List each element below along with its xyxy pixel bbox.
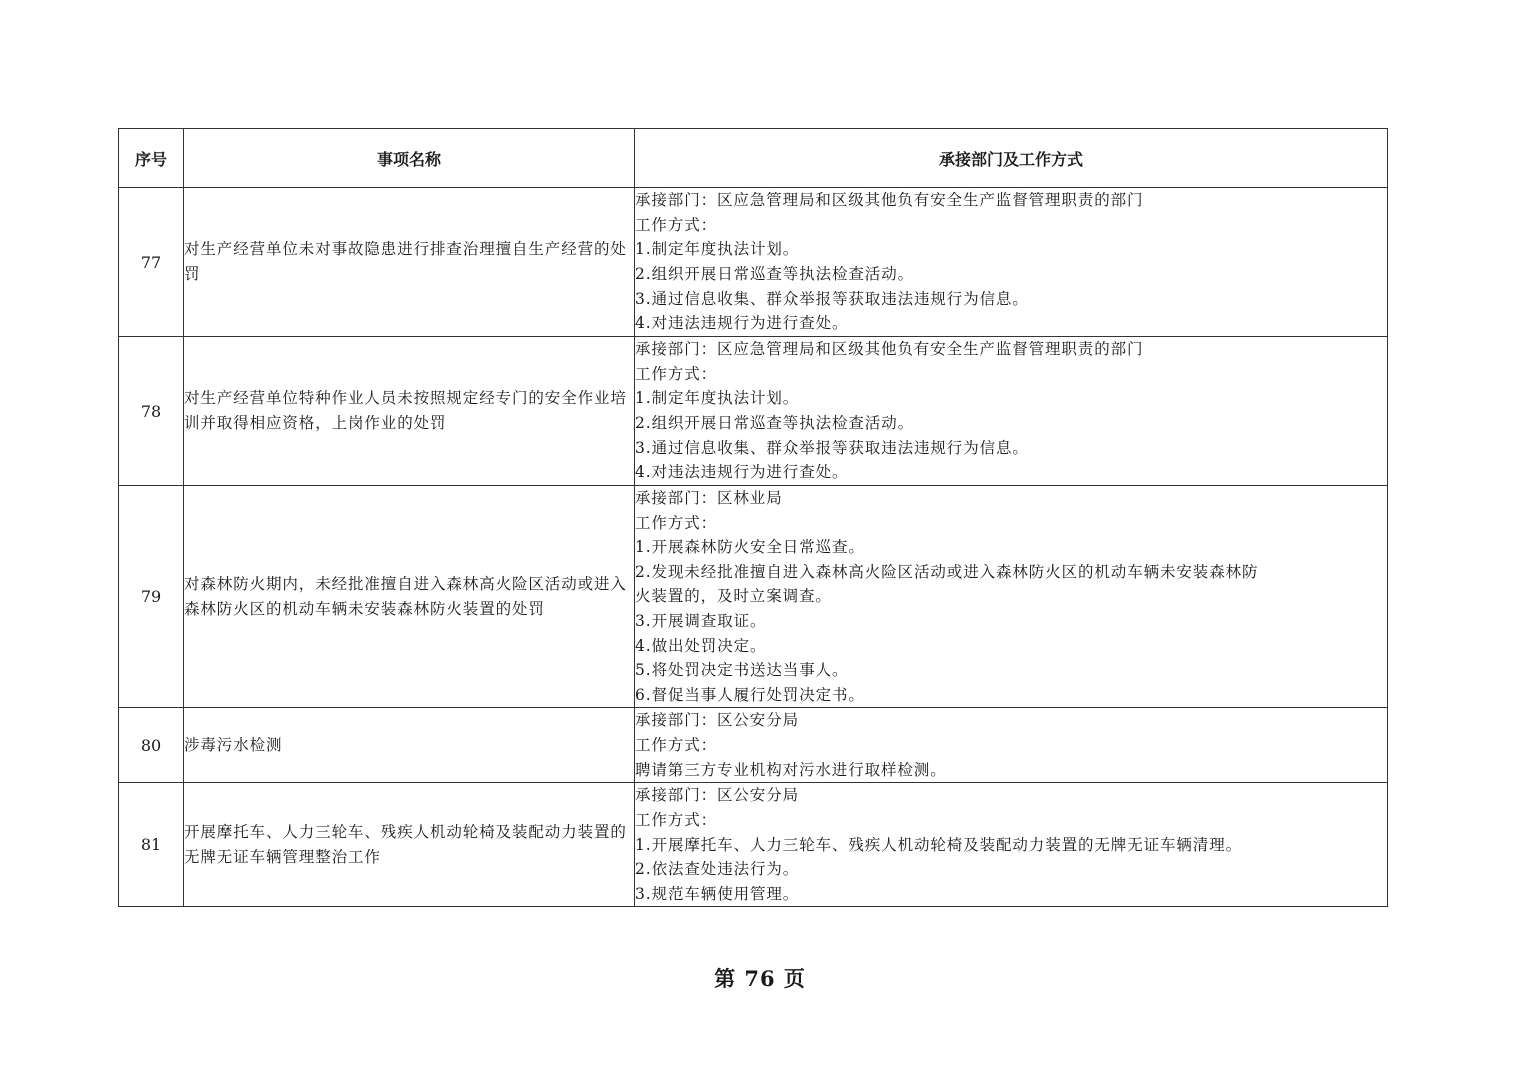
header-no: 序号 [119, 129, 184, 188]
dept-line: 承接部门：区应急管理局和区级其他负有安全生产监督管理职责的部门 [635, 191, 1144, 210]
dept-cell [635, 188, 1388, 337]
item-name: 对生产经营单位特种作业人员未按照规定经专门的安全作业培训并取得相应资格，上岗作业的处罚 [184, 337, 635, 486]
item-name: 对生产经营单位未对事故隐患进行排查治理擅自生产经营的处罚 [184, 188, 635, 337]
dept-cell [635, 486, 1388, 708]
items-sheet [118, 128, 1387, 907]
dept-line: 工作方式： [635, 364, 718, 383]
dept-line: 1.制定年度执法计划。 [635, 240, 800, 259]
dept-line: 1.开展摩托车、人力三轮车、残疾人机动轮椅及装配动力装置的无牌无证车辆清理。 [635, 835, 1242, 854]
dept-line: 火装置的，及时立案调查。 [635, 587, 832, 606]
row-number: 79 [119, 486, 184, 708]
items-table [118, 128, 1388, 907]
dept-line: 工作方式： [635, 215, 718, 234]
dept-cell [635, 337, 1388, 486]
header-name: 事项名称 [184, 129, 635, 188]
dept-line: 3.通过信息收集、群众举报等获取违法违规行为信息。 [635, 289, 1029, 308]
item-name: 开展摩托车、人力三轮车、残疾人机动轮椅及装配动力装置的无牌无证车辆管理整治工作 [184, 783, 635, 907]
header-row [119, 129, 1388, 188]
row-number: 81 [119, 783, 184, 907]
dept-line: 工作方式： [635, 736, 718, 755]
page-number: 第 76 页 [714, 966, 806, 991]
item-name: 涉毒污水检测 [184, 708, 635, 783]
dept-line: 5.将处罚决定书送达当事人。 [635, 661, 849, 680]
dept-line: 2.组织开展日常巡查等执法检查活动。 [635, 265, 914, 283]
dept-line: 1.制定年度执法计划。 [635, 389, 800, 408]
header-dept: 承接部门及工作方式 [635, 129, 1388, 188]
row-number: 80 [119, 708, 184, 783]
dept-cell [635, 783, 1388, 907]
table-row [119, 783, 1388, 907]
dept-line: 3.开展调查取证。 [635, 611, 767, 630]
table-row [119, 188, 1388, 337]
dept-cell [635, 708, 1388, 783]
dept-line: 承接部门：区公安分局 [635, 711, 800, 730]
dept-line: 4.对违法违规行为进行查处。 [635, 314, 849, 333]
dept-line: 工作方式： [635, 810, 718, 829]
row-number: 77 [119, 188, 184, 337]
dept-line: 4.做出处罚决定。 [635, 636, 767, 655]
dept-line: 承接部门：区林业局 [635, 489, 783, 507]
dept-line: 3.规范车辆使用管理。 [635, 884, 800, 903]
dept-line: 2.依法查处违法行为。 [635, 860, 800, 879]
table-row [119, 708, 1388, 783]
dept-line: 2.发现未经批准擅自进入森林高火险区活动或进入森林防火区的机动车辆未安装森林防 [635, 562, 1259, 581]
dept-line: 承接部门：区应急管理局和区级其他负有安全生产监督管理职责的部门 [635, 340, 1144, 359]
dept-line: 2.组织开展日常巡查等执法检查活动。 [635, 414, 914, 432]
dept-line: 承接部门：区公安分局 [635, 786, 800, 805]
dept-line: 1.开展森林防火安全日常巡查。 [635, 538, 865, 557]
dept-line: 工作方式： [635, 513, 718, 532]
dept-line: 聘请第三方专业机构对污水进行取样检测。 [635, 760, 947, 779]
row-number: 78 [119, 337, 184, 486]
item-name: 对森林防火期内，未经批准擅自进入森林高火险区活动或进入森林防火区的机动车辆未安装森林防火装置的处罚 [184, 486, 635, 708]
table-row [119, 337, 1388, 486]
dept-line: 4.对违法违规行为进行查处。 [635, 463, 849, 482]
dept-line: 3.通过信息收集、群众举报等获取违法违规行为信息。 [635, 438, 1029, 457]
table-row [119, 486, 1388, 708]
dept-line: 6.督促当事人履行处罚决定书。 [635, 685, 865, 704]
